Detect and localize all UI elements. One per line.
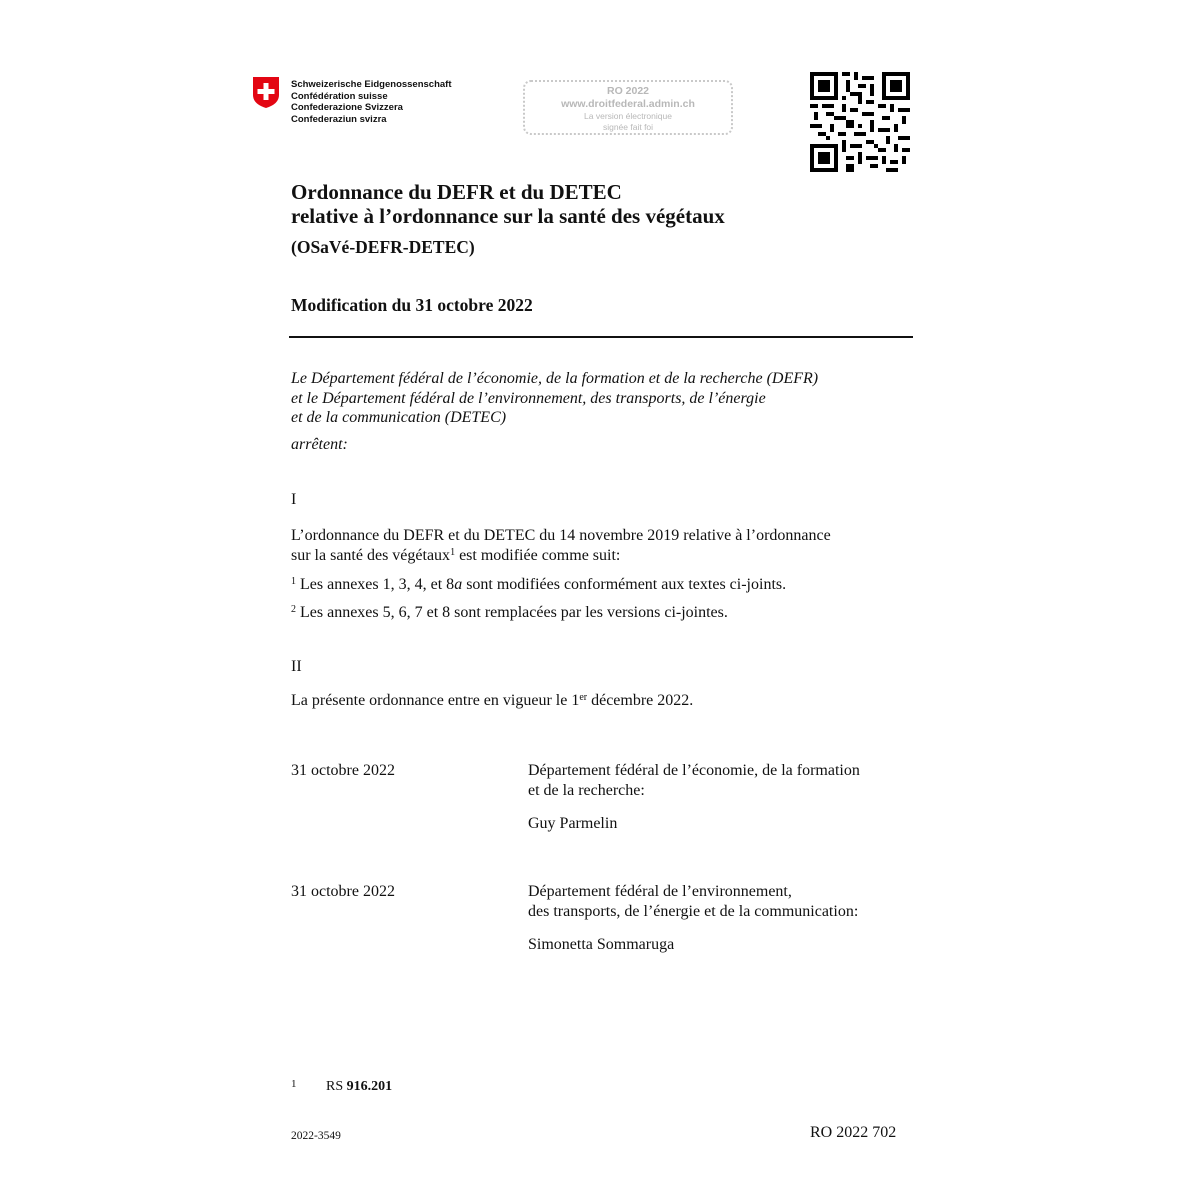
footnote-reference[interactable]: 916.201 — [346, 1079, 393, 1094]
official-stamp — [523, 80, 733, 135]
signatory-name-1: Guy Parmelin — [528, 815, 618, 832]
signature-dept-1 — [528, 761, 860, 800]
footnote — [291, 1078, 392, 1095]
qr-code-icon — [810, 72, 910, 172]
intro-line-2-text: sur la santé des végétaux — [291, 546, 451, 564]
paragraph-2-text: Les annexes 5, 6, 7 et 8 sont remplacées par les versions ci-jointes. — [296, 604, 728, 621]
entry-text-before: La présente ordonnance entre en vigueur le 1 — [291, 692, 580, 709]
page-reference: RO 2022 702 — [810, 1124, 897, 1141]
signature-dept-2-line-2: des transports, de l’énergie et de la communication: — [528, 902, 859, 920]
signatory-name-2: Simonetta Sommaruga — [528, 936, 675, 953]
signature-dept-2-line-1: Département fédéral de l’environnement, — [528, 883, 792, 900]
entry-text-sup: er — [579, 692, 588, 703]
confederation-name-de: Schweizerische Eidgenossenschaft — [291, 79, 452, 90]
signature-dept-2 — [528, 882, 858, 921]
signature-dept-1-line-2: et de la recherche: — [528, 781, 645, 799]
document-title — [291, 180, 725, 228]
intro-line-2-tail: est modifiée comme suit: — [455, 546, 621, 564]
title-abbreviation: (OSaVé-DEFR-DETEC) — [291, 237, 475, 257]
preamble-line-1: Le Département fédéral de l’économie, de la formation et de la recherche (DEFR) — [291, 370, 819, 387]
entry-text-after: décembre 2022. — [587, 692, 694, 709]
title-divider — [289, 336, 913, 338]
modification-date: Modification du 31 octobre 2022 — [291, 295, 533, 315]
paragraph-2 — [291, 603, 728, 623]
paragraph-1-text: Les annexes 1, 3, 4, et 8 — [296, 576, 455, 593]
section-heading-2: II — [291, 658, 302, 675]
preamble-decision: arrêtent: — [291, 436, 348, 453]
stamp-ref: RO 2022 — [606, 85, 650, 97]
document-number: 2022-3549 — [291, 1130, 341, 1142]
paragraph-2-number: 2 — [291, 604, 296, 615]
footnote-ref[interactable]: 1 — [450, 546, 456, 558]
preamble-line-3: et de la communication (DETEC) — [291, 409, 507, 426]
title-line-1: Ordonnance du DEFR et du DETEC — [291, 180, 622, 204]
swiss-cross-icon — [252, 76, 280, 109]
section-1-intro — [291, 526, 831, 565]
stamp-site: www.droitfederal.admin.ch — [561, 98, 695, 110]
signature-date-1: 31 octobre 2022 — [291, 762, 395, 779]
section-heading-1: I — [291, 491, 297, 508]
confederation-names — [291, 79, 452, 125]
stamp-line4: signée fait foi — [602, 121, 654, 132]
paragraph-1-number: 1 — [291, 576, 296, 587]
preamble-line-2: et le Département fédéral de l’environnement, des transports, de l’énergie — [291, 389, 766, 407]
preamble — [291, 369, 818, 428]
footnote-number: 1 — [291, 1078, 297, 1090]
footnote-prefix: RS — [326, 1079, 347, 1094]
paragraph-1-tail: sont modifiées conformément aux textes ci-joints. — [462, 576, 787, 593]
intro-line-1: L’ordonnance du DEFR et du DETEC du 14 novembre 2019 relative à l’ordonnance — [291, 527, 831, 544]
entry-into-force — [291, 691, 693, 711]
confederation-name-rm: Confederaziun svizra — [291, 113, 387, 125]
confederation-name-fr: Confédération suisse — [291, 90, 388, 102]
paragraph-1 — [291, 575, 786, 595]
confederation-name-it: Confederazione Svizzera — [291, 102, 403, 114]
signature-date-2: 31 octobre 2022 — [291, 883, 395, 900]
signature-dept-1-line-1: Département fédéral de l’économie, de la formation — [528, 762, 860, 779]
title-line-2: relative à l’ordonnance sur la santé des végétaux — [291, 204, 725, 228]
paragraph-1-italic: a — [454, 576, 463, 593]
intro-line-2 — [291, 546, 831, 566]
stamp-line3: La version électronique — [584, 111, 672, 121]
